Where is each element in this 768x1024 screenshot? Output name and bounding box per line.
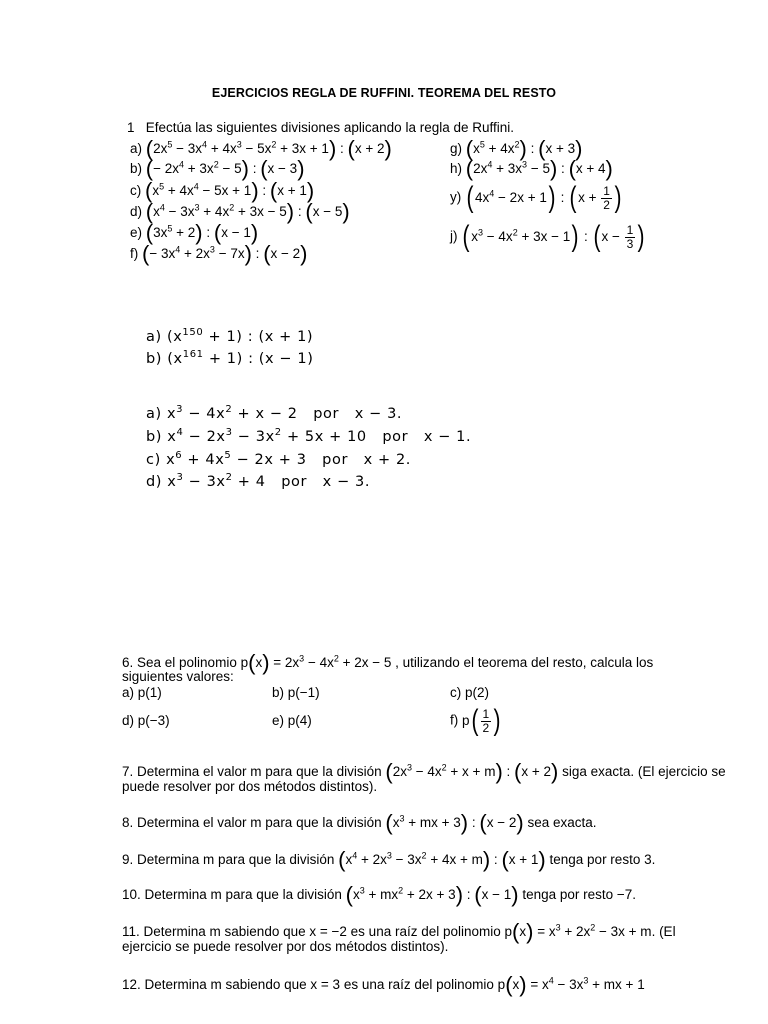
ex6-item xyxy=(122,713,170,728)
ex1-right-item xyxy=(450,158,613,180)
ex6-label: f) xyxy=(450,712,459,728)
ex12-mid: es una raíz del polinomio xyxy=(343,977,494,992)
ex1-right-expression: ( $4x^4 - 2x + 1$) : ( x + $\frac{1}{2}$ ) xyxy=(466,181,622,214)
ex6-expression: p(2) xyxy=(465,685,490,700)
secB-item xyxy=(146,404,402,422)
ex12-pre: 12. Determina m sabiendo que xyxy=(122,977,307,992)
ex6-label: a) xyxy=(122,685,135,700)
ex8-pre: 8. Determina el valor m para que la división xyxy=(122,815,382,830)
ex1-left-item xyxy=(130,243,308,265)
ex1-left-label: b) xyxy=(130,161,143,176)
ex6-expression: p( $\frac{1}{2}$ ) xyxy=(462,704,501,737)
ex11-post: . (El xyxy=(651,924,676,939)
ex1-right-expression: ( $x^3 - 4x^2 + 3x - 1$) : ( x − $\frac{1}{3}$ ) xyxy=(462,220,645,253)
ex1-left-label: f) xyxy=(130,246,139,261)
ex6-item xyxy=(272,685,320,700)
ex8-expr: ($x^3$ + mx + 3) : (x − 2) xyxy=(385,810,524,835)
ex11-pre: 11. Determina m sabiendo que xyxy=(122,924,306,939)
ex1-left-expression: (− $2x^4 + 3x^2 - 5$) : (x − 3) xyxy=(145,156,305,181)
ex11-line2: ejercicio se puede resolver por dos métodos distintos). xyxy=(122,939,449,954)
ex12-poly: $p(x) = x^4 - 3x^3$ + mx + 1 xyxy=(497,972,645,997)
ex10-pre: 10. Determina m para que la división xyxy=(122,887,342,902)
ex6-pre: 6. Sea el polinomio xyxy=(122,655,237,670)
ex1-heading-text: Efectúa las siguientes divisiones aplicando la regla de Ruffini. xyxy=(145,120,515,135)
secB-label: a) xyxy=(146,405,162,422)
ex1-left-label: d) xyxy=(130,204,143,219)
secB-label: c) xyxy=(146,451,161,468)
page-title: EJERCICIOS REGLA DE RUFFINI. TEOREMA DEL RESTO xyxy=(211,86,557,100)
ex11-poly: $p(x) = x^3 + 2x^2 - 3x + m$ xyxy=(504,919,652,944)
ex1-right-label: j) xyxy=(450,228,458,244)
ex8-line xyxy=(122,812,596,834)
ex6-label: e) xyxy=(272,713,285,728)
ex6-post: , utilizando el teorema del resto, calcula los xyxy=(395,655,654,670)
secA-item xyxy=(146,349,313,367)
ex8-post: sea exacta. xyxy=(527,815,597,830)
ex6-expression: p(−1) xyxy=(287,685,320,700)
ex1-right-label: h) xyxy=(450,161,463,176)
ex1-right-expression: $(x^5 + 4x^2)$ : (x + 3) xyxy=(465,136,583,161)
ex9-pre: 9. Determina m para que la división xyxy=(122,852,335,867)
ex1-left-expression: (− $3x^4 + 2x^3 - 7x$) : (x − 2) xyxy=(142,241,308,266)
secB-expression: $x^3 - 3x^2 + 4$ por x − 3. xyxy=(167,472,371,490)
secB-expression: $x^3 - 4x^2 + x - 2$ por x − 3. xyxy=(166,404,403,422)
ex6-item xyxy=(450,706,502,736)
secB-expression: $x^6 + 4x^5 - 2x + 3$ por x + 2. xyxy=(166,450,412,468)
ex11-root: x = −2 xyxy=(309,924,347,939)
ex1-left-expression: $(3x^5 + 2)$ : (x − 1) xyxy=(145,220,259,245)
ex10-post: tenga por resto −7. xyxy=(522,887,637,902)
ex6-line2: siguientes valores: xyxy=(122,669,234,684)
ex1-left-label: a) xyxy=(130,141,143,156)
ex6-expression: p(1) xyxy=(137,685,162,700)
ex9-line xyxy=(122,849,655,871)
ex1-right-expression: $(2x^4 + 3x^3 - 5)$ : (x + 4) xyxy=(465,156,613,181)
secB-item xyxy=(146,427,471,445)
ex7-expr: $(2x^3 - 4x^2 + x + m)$ : (x + 2) xyxy=(385,759,559,784)
ex11-mid: es una raíz del polinomio xyxy=(350,924,501,939)
ex10-line xyxy=(122,884,636,906)
ex6-expression: p(4) xyxy=(287,713,312,728)
ex12-root: x = 3 xyxy=(310,977,341,992)
ex1-right-label: g) xyxy=(450,141,463,156)
ex12-line xyxy=(122,974,645,996)
secA-item xyxy=(146,327,313,345)
secB-item xyxy=(146,450,411,468)
ex6-label: d) xyxy=(122,713,135,728)
ex6-item xyxy=(450,685,489,700)
secB-label: d) xyxy=(146,473,163,490)
ex9-expr: $(x^4 + 2x^3 - 3x^2 + 4x + m)$ : (x + 1) xyxy=(338,847,546,872)
ex7-post: siga exacta. (El ejercicio se xyxy=(562,764,726,779)
ex1-left-item xyxy=(130,201,350,223)
ex6-expression: p(−3) xyxy=(137,713,170,728)
ex6-poly: $p(x) = 2x^3 - 4x^2 + 2x - 5$ xyxy=(240,650,392,675)
secB-expression: $x^4 - 2x^3 - 3x^2 + 5x + 10$ por x − 1. xyxy=(167,427,472,445)
ex6-label: c) xyxy=(450,685,462,700)
ex1-right-label: y) xyxy=(450,189,462,205)
ex1-number: 1 xyxy=(127,120,135,135)
ex1-left-expression: $(x^4 - 3x^3 + 4x^2 + 3x - 5)$ : (x − 5) xyxy=(145,199,350,224)
ex6-item xyxy=(122,685,162,700)
ex1-left-expression: $(x^5 + 4x^4 - 5x + 1)$ : (x + 1) xyxy=(145,178,315,203)
ex6-label: b) xyxy=(272,685,285,700)
ex1-right-item xyxy=(450,222,646,252)
ex7-line2: puede resolver por dos métodos distintos). xyxy=(122,779,378,794)
secA-label: b) xyxy=(146,350,163,367)
ex1-right-item xyxy=(450,183,623,213)
ex1-left-expression: $(2x^5 - 3x^4 + 4x^3 - 5x^2 + 3x + 1)$ : (x + 2) xyxy=(145,136,392,161)
ex1-left-label: c) xyxy=(130,183,142,198)
secB-item xyxy=(146,472,370,490)
ex6-item xyxy=(272,713,312,728)
ex1-left-item xyxy=(130,158,305,180)
ex1-heading xyxy=(127,120,514,135)
secA-expression: $(x^{161} + 1)$ : (x − 1) xyxy=(167,349,314,367)
ex1-left-label: e) xyxy=(130,225,143,240)
secA-expression: $(x^{150} + 1)$ : (x + 1) xyxy=(166,327,314,345)
secB-label: b) xyxy=(146,428,163,445)
ex7-pre: 7. Determina el valor m para que la división xyxy=(122,764,382,779)
ex9-post: tenga por resto 3. xyxy=(549,852,656,867)
ex10-expr: $(x^3 + mx^2 + 2x + 3)$ : (x − 1) xyxy=(345,882,519,907)
secA-label: a) xyxy=(146,328,162,345)
